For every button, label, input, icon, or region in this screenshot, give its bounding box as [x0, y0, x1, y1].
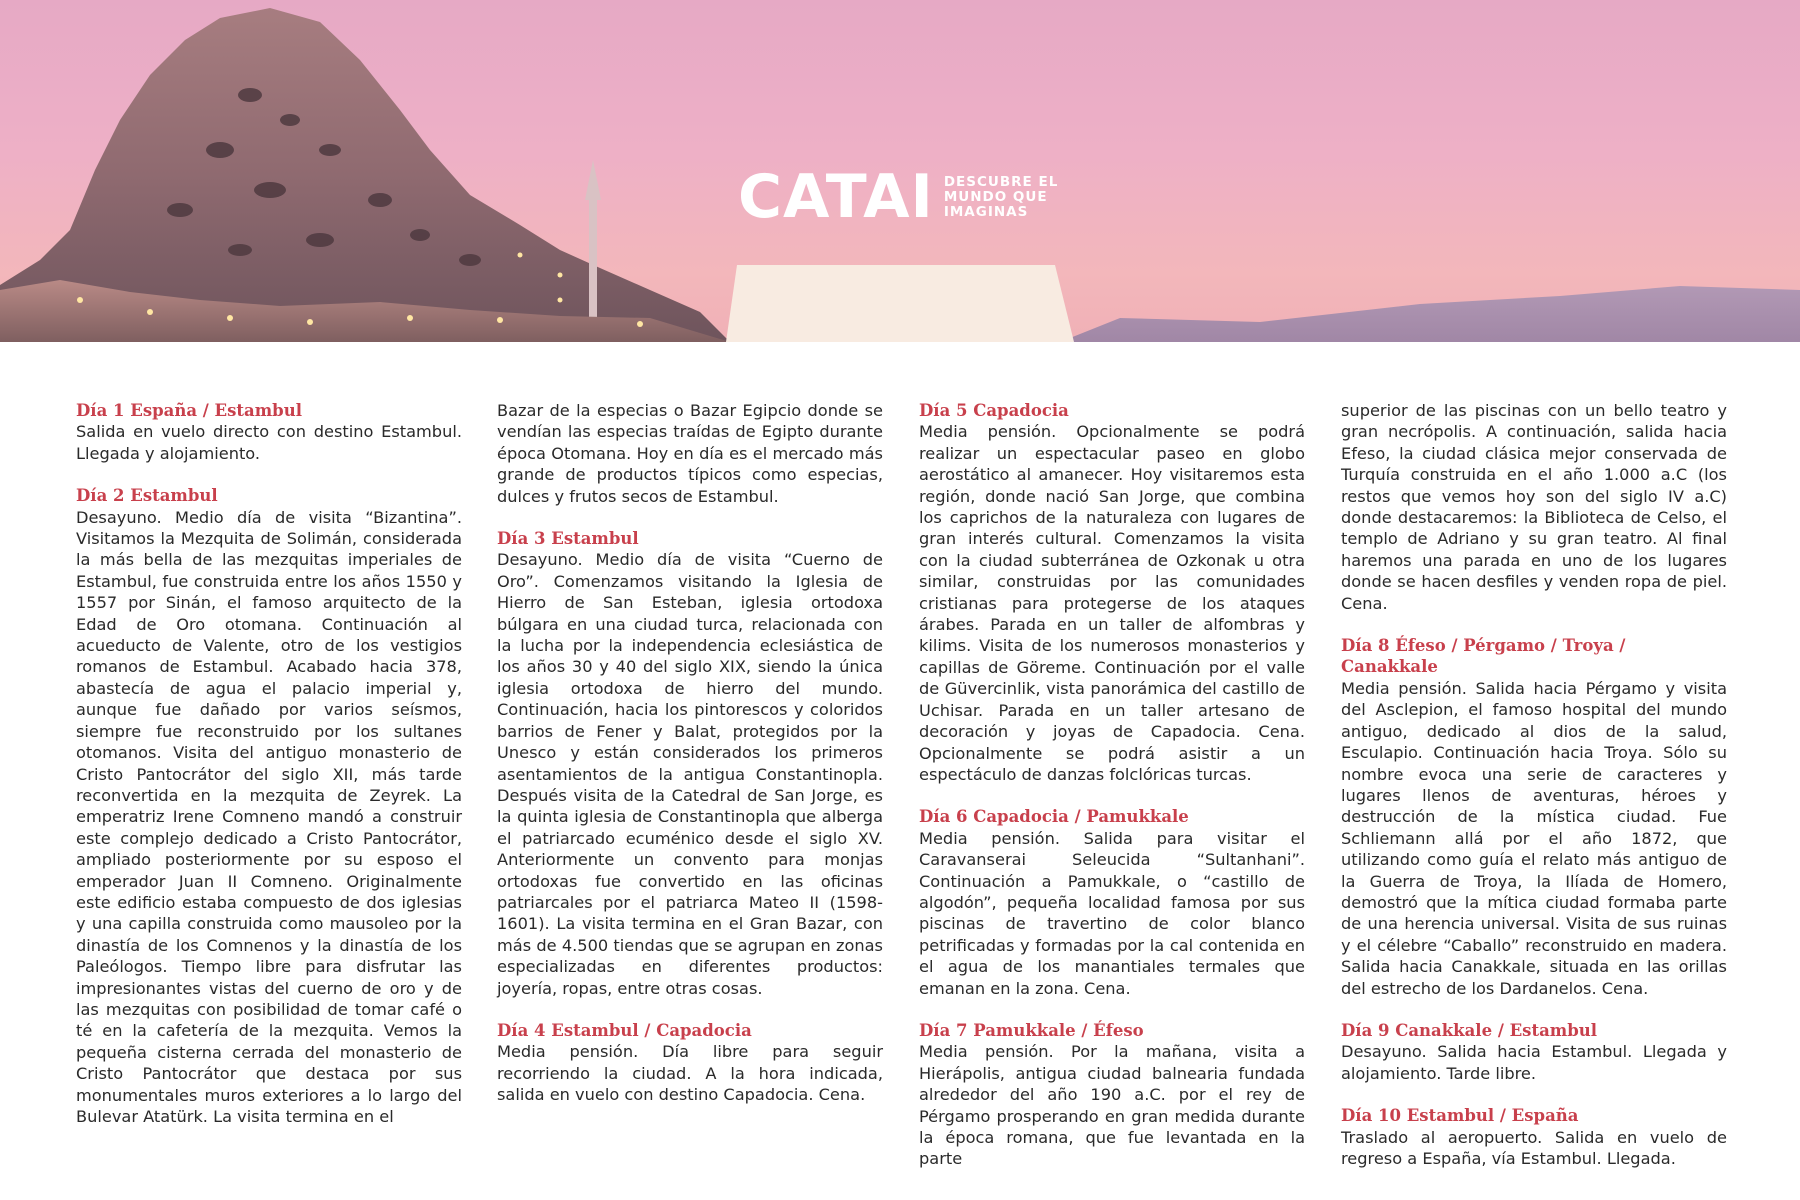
day-text: Bazar de la especias o Bazar Egipcio donde se vendían las especias traídas de Egipto durante época Otomana. Hoy en día es el mercado más grande de productos típicos como especias, dulces y frutos secos de Estambul. [497, 401, 883, 506]
day-entry [497, 1020, 883, 1106]
day-text: superior de las piscinas con un bello teatro y gran necrópolis. A continuación, salida hacia Efeso, la ciudad clásica mejor conservada de Turquía construida en el año 1.000 a.C (los restos que vemos hoy son del siglo IV a.C) donde destacaremos: la Biblioteca de Celso, el templo de Adriano y su gran teatro. Al final haremos una parada en uno de los lugares donde se hacen desfiles y venden ropa de piel. Cena. [1341, 401, 1727, 613]
day-entry [1341, 635, 1727, 999]
day-text: Media pensión. Opcionalmente se podrá realizar un espectacular paseo en globo aerostático al amanecer. Hoy visitaremos esta región, donde nació San Jorge, que combina los caprichos de la naturaleza con lugares de gran interés cultural. Comenzamos la visita con la ciudad subterránea de Ozkonak u otra similar, construidas por las comunidades cristianas para protegerse de los ataques árabes. Parada en un taller de alfombras y kilims. Visita de los numerosos monasterios y capillas de Göreme. Continuación por el valle de Güvercinlik, vista panorámica del castillo de Uchisar. Parada en un taller artesano de decoración y joyas de Capadocia. Cena. Opcionalmente se podrá asistir a un espectáculo de danzas folclóricas turcas. [919, 422, 1305, 784]
day-text: Media pensión. Día libre para seguir recorriendo la ciudad. A la hora indicada, salida en vuelo con destino Capadocia. Cena. [497, 1042, 883, 1105]
day-text: Desayuno. Salida hacia Estambul. Llegada y alojamiento. Tarde libre. [1341, 1042, 1727, 1083]
itinerary-column-3 [919, 400, 1305, 1191]
tagline-line: MUNDO QUE [943, 188, 1048, 205]
day-title: Día 1 España / Estambul [76, 401, 302, 420]
itinerary-columns [76, 400, 1727, 1169]
tagline-line: DESCUBRE EL [943, 173, 1059, 190]
day-title: Día 6 Capadocia / Pamukkale [919, 807, 1189, 827]
day-text: Media pensión. Salida para visitar el Caravanserai Seleucida “Sultanhani”. Continuación a Pamukkale, o “castillo de algodón”, pequeña localidad famosa por sus piscinas de travertino de color blanco petrificadas y formadas por la cal contenida en el agua de los manantiales termales que emanan en la zona. Cena. [919, 828, 1305, 998]
day-text: Media pensión. Por la mañana, visita a Hierápolis, antigua ciudad balnearia fundada alrededor del año 190 a.C. por el rey de Pérgamo prosperando en gran medida durante la época romana, que fue levantada en la parte [919, 1042, 1305, 1169]
itinerary-column-2 [497, 400, 883, 1127]
day-title: Día 8 Éfeso / Pérgamo / Troya / Canakkale [1341, 636, 1626, 677]
day-entry [76, 400, 462, 464]
brand-tagline [944, 175, 1058, 220]
day-title: Día 4 Estambul / Capadocia [497, 1020, 752, 1040]
banner-tab-shape [726, 265, 1074, 342]
day-entry-continued [497, 400, 883, 507]
day-title: Día 2 Estambul [76, 486, 218, 506]
day-text: Media pensión. Salida hacia Pérgamo y visita del Asclepion, el famoso hospital del mundo antiguo, dedicado al dios de la salud, Esculapio. Continuación hacia Troya. Sólo su nombre evoca una serie de caracteres y lugares llenos de aventuras, héroes y destrucción de la mística ciudad. Fue Schliemann allá por el año 1872, que utilizando como guía el relato más antiguo de la Guerra de Troya, la Ilíada de Homero, demostró que la mítica ciudad formaba parte de una herencia universal. Visita de sus ruinas y el célebre “Caballo” reconstruido en madera. Salida hacia Canakkale, situada en las orillas del estrecho de los Dardanelos. Cena. [1341, 678, 1727, 998]
day-entry [1341, 1020, 1727, 1084]
day-entry [919, 806, 1305, 999]
day-text: Traslado al aeropuerto. Salida en vuelo de regreso a España, vía Estambul. Llegada. [1341, 1127, 1727, 1168]
day-entry-continued [1341, 400, 1727, 614]
header-banner [0, 0, 1800, 342]
day-entry [919, 400, 1305, 785]
itinerary-column-4 [1341, 400, 1727, 1190]
day-title: Día 7 Pamukkale / Éfeso [919, 1020, 1144, 1040]
brand-logo [738, 162, 1059, 232]
day-text: Salida en vuelo directo con destino Estambul. Llegada y alojamiento. [76, 422, 462, 463]
day-title: Día 3 Estambul [497, 529, 639, 549]
day-text: Desayuno. Medio día de visita “Cuerno de Oro”. Comenzamos visitando la Iglesia de Hierro de San Esteban, iglesia ortodoxa búlgara en una ciudad turca, relacionada con la lucha por la independencia eclesiástica de los años 30 y 40 del siglo XIX, siendo la única iglesia ortodoxa de hierro del mundo. Continuación, hacia los pintorescos y coloridos barrios de Fener y Balat, protegidos por la Unesco y están considerados los primeros asentamientos de la antigua Constantinopla. Después visita de la Catedral de San Jorge, es la quinta iglesia de Constantinopla que alberga el patriarcado ecuménico desde el siglo XV. Anteriormente un convento para monjas ortodoxas fue convertido en las oficinas patriarcales por el patriarca Mateo II (1598-1601). La visita termina en el Gran Bazar, con más de 4.500 tiendas que se agrupan en zonas especializadas en diferentes productos: joyería, ropas, entre otras cosas. [497, 550, 883, 998]
day-title: Día 5 Capadocia [919, 401, 1069, 420]
day-entry [1341, 1105, 1727, 1169]
itinerary-column-1 [76, 400, 462, 1148]
day-title: Día 9 Canakkale / Estambul [1341, 1020, 1598, 1040]
day-entry [497, 528, 883, 999]
day-title: Día 10 Estambul / España [1341, 1106, 1579, 1126]
day-entry [919, 1020, 1305, 1170]
brand-name: CATAI [738, 162, 934, 232]
tagline-line: IMAGINAS [943, 203, 1029, 220]
day-entry [76, 485, 462, 1127]
day-text: Desayuno. Medio día de visita “Bizantina”. Visitamos la Mezquita de Solimán, considerada la más bella de las mezquitas imperiales de Estambul, fue construida entre los años 1550 y 1557 por Sinán, el famoso arquitecto de la Edad de Oro otomana. Continuación al acueducto de Valente, otro de los vestigios romanos de Estambul. Acabado hacia 378, abastecía de agua el palacio imperial y, aunque fue dañado por varios seísmos, siempre fue reconstruido por los sultanes otomanos. Visita del antiguo monasterio de Cristo Pantocrátor del siglo XII, más tarde reconvertida en la mezquita de Zeyrek. La emperatriz Irene Comneno mandó a construir este complejo dedicado a Cristo Pantocrátor, ampliado posteriormente por su esposo el emperador Juan II Comneno. Originalmente este edificio estaba compuesto de dos iglesias y una capilla construida como mausoleo por la dinastía de los Comnenos y la dinastía de los Paleólogos. Tiempo libre para disfrutar las impresionantes vistas del cuerno de oro y de las mezquitas con posibilidad de tomar café o té en la cafetería de la mezquita. Vemos la pequeña cisterna cerrada del monasterio de Cristo Pantocrátor que destaca por sus monumentales muros exteriores a lo largo del Bulevar Atatürk. La visita termina en el [76, 507, 462, 1126]
